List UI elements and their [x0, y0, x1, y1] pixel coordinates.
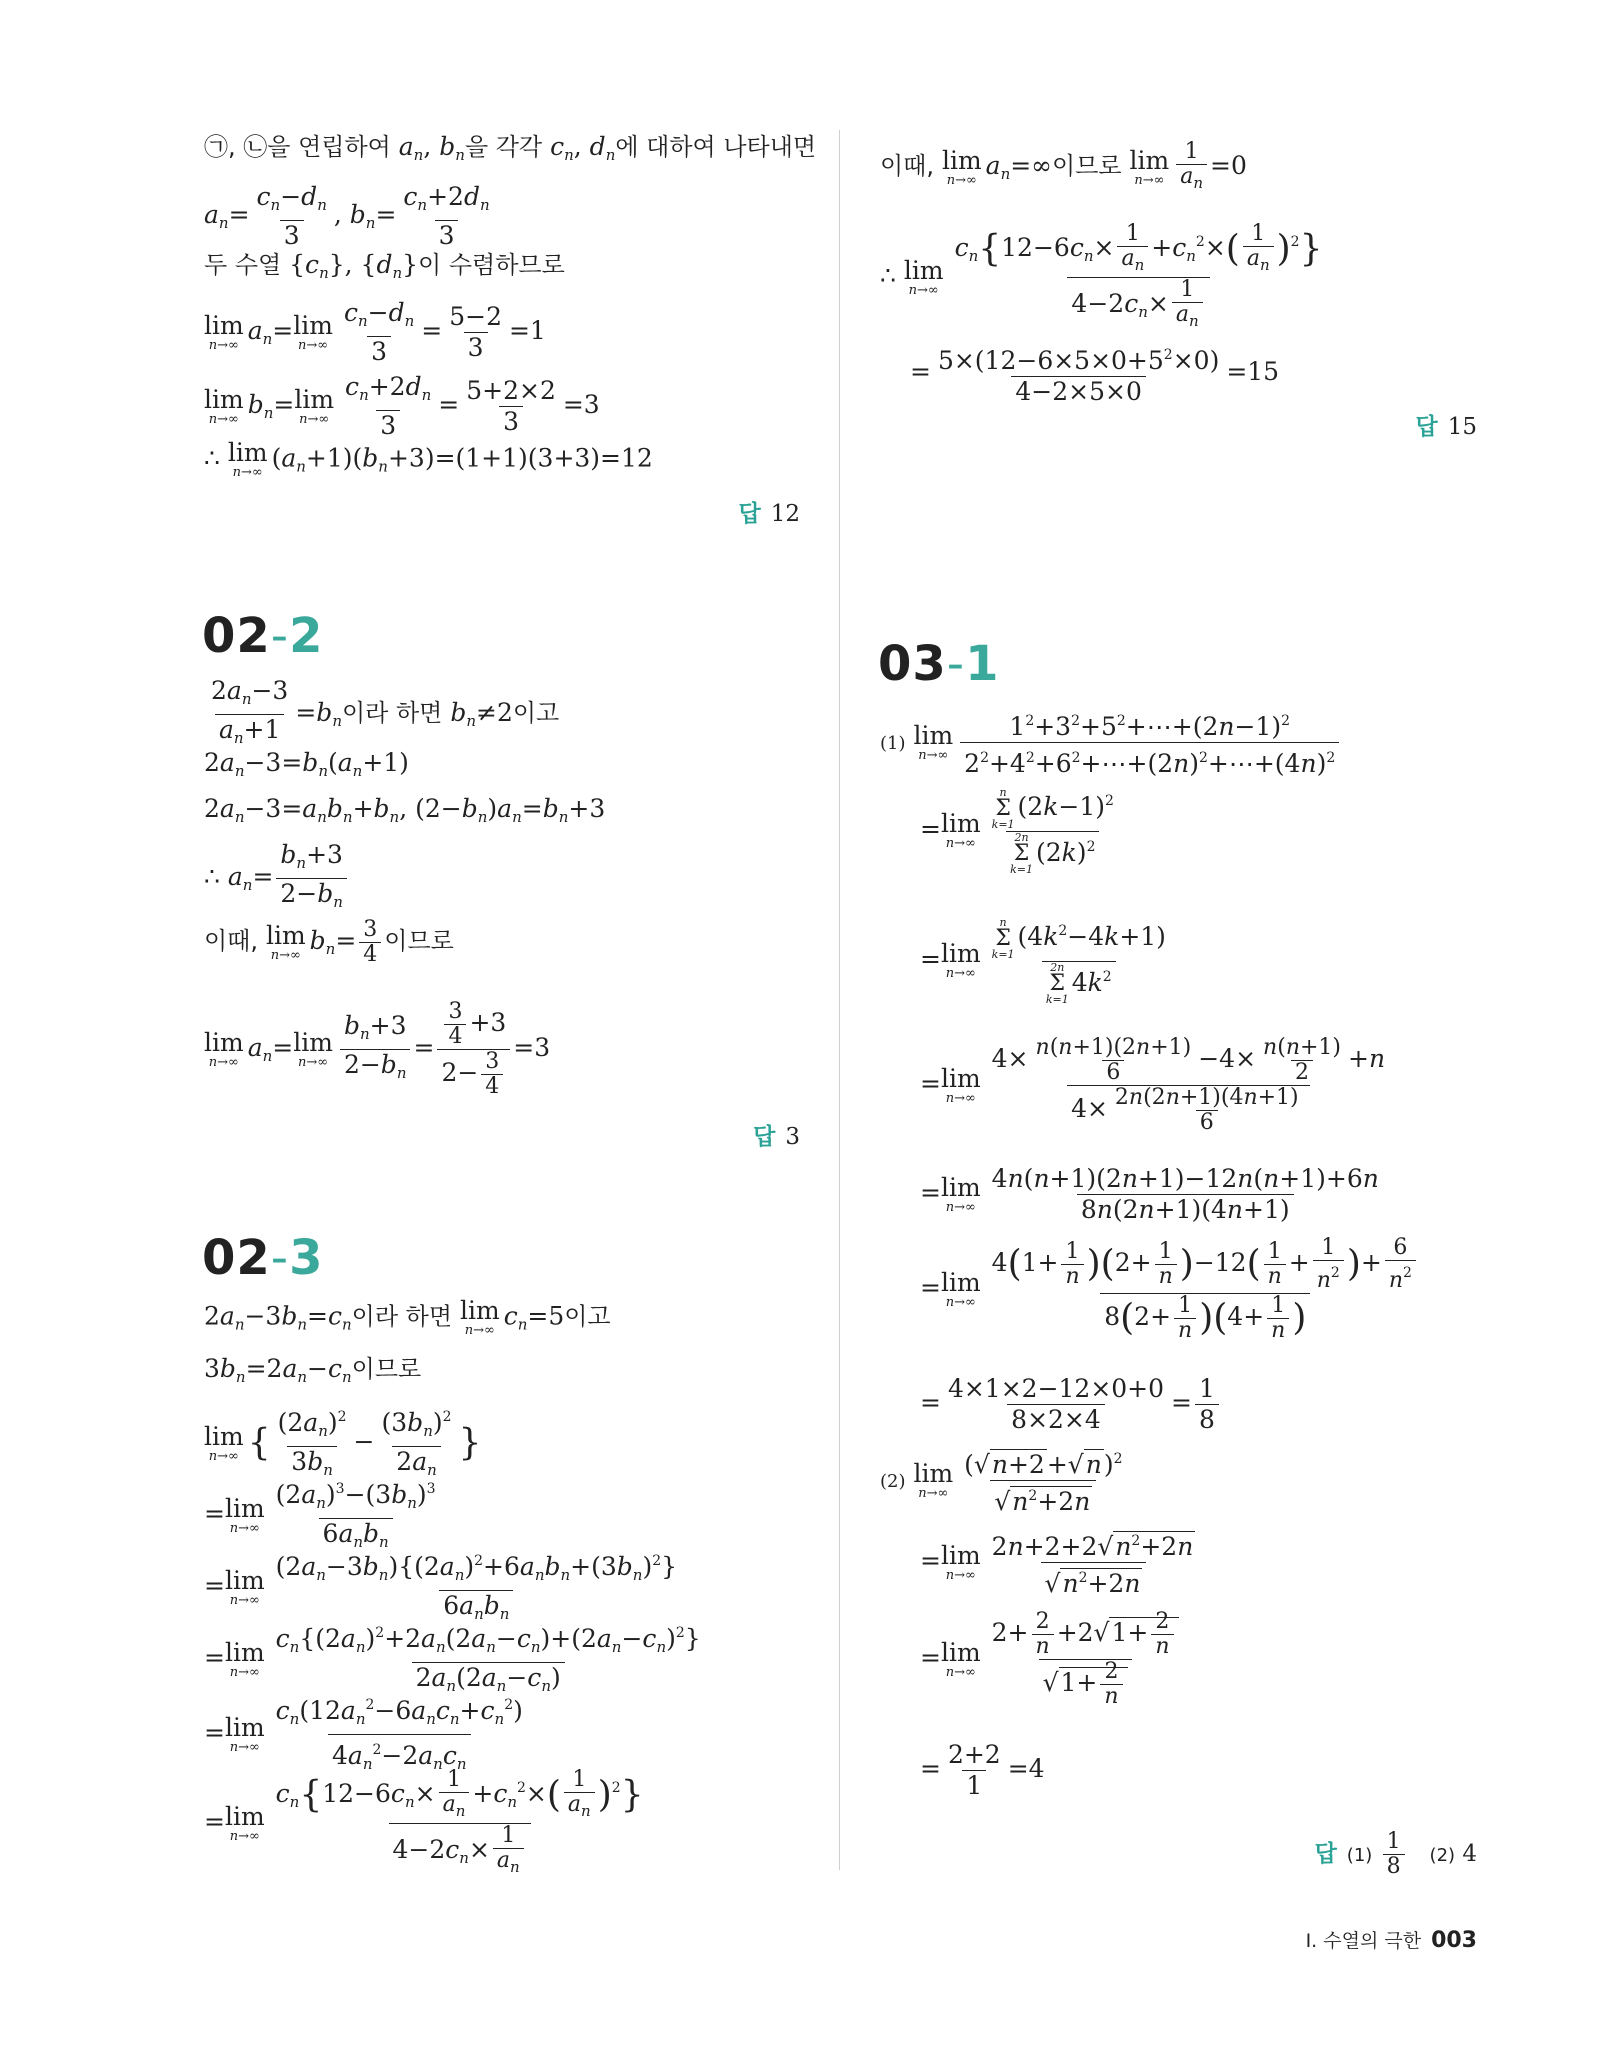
text-line: 두 수열 $\{c_n\}$, $\{d_n\}$이 수렴하므로 [204, 250, 565, 282]
equation: lim n→∞ $a_n=$ lim n→∞ $\frac{c_n-d_n}{3}$ = $\frac{5-2}{3}$ =1 [204, 298, 546, 366]
equation: = lim n→∞ $(2a_n)^3-(3b_n)^3$ $6a_nb_n$ [204, 1474, 443, 1557]
answer-3: 답 3 [753, 1124, 800, 1150]
equation: lim n→∞ $b_n=$ lim n→∞ $\frac{c_n+2d_n}{3}$ = $\frac{5+2\times 2}{3}$ =3 [204, 372, 600, 440]
column-divider [839, 130, 840, 1870]
equation: = lim n→∞ $\frac{2n+2+2√n^2+2n}{√n^2+2n}$ [920, 1532, 1194, 1598]
equation: $3b_n=2a_n-c_n$이므로 [204, 1354, 422, 1386]
equation: = lim n→∞ $c_n(12a_n^2-6a_nc_n+c_n^2)$ $4a_n^2-2a_nc_n$ [204, 1690, 530, 1779]
chapter-label: Ⅰ. 수열의 극한 [1305, 1930, 1422, 1952]
answer-03-1: 답 (1) $\frac{1}{8}$ (2) 4 [1314, 1829, 1477, 1879]
equation: = $\frac{4\times 1\times 2-12\times 0+0}{8\times 2\times 4}$ = $\frac{1}{8}$ [920, 1374, 1222, 1435]
equation: = lim n→∞ 4× $\frac{n(n+1)(2n+1)}{6}$ −4× $\frac{n(n+1)}{2}$ +n 4× $\frac{2n(2n+1)(4n+1)}{6}$ [920, 1035, 1386, 1135]
section-title-02-2: 02-2 [202, 608, 324, 664]
equation: = $\frac{5\times(12-6\times 5\times 0+5^2\times 0)}{4-2\times 5\times 0}$ =15 [910, 346, 1280, 406]
section-title-02-3: 02-3 [202, 1230, 324, 1286]
equation: = lim n→∞ $\frac{4n(n+1)(2n+1)-12n(n+1)+6n}{8n(2n+1)(4n+1)}$ [920, 1164, 1379, 1224]
equation: $2a_n-3=b_n(a_n+1)$ [204, 748, 409, 780]
equation: lim n→∞ $a_n=$ lim n→∞ $\frac{b_n+3}{2-b_n}$ = $\frac{3}{4}$ +3 2− $\frac{3}{4}$ =3 [204, 999, 551, 1099]
equation: $\frac{2a_n-3}{a_n+1}$ $=b_n$이라 하면 $b_n\ne 2$이고 [204, 676, 559, 753]
equation: 이때, lim n→∞ $b_n=$ $\frac{3}{4}$ 이므로 [204, 917, 454, 967]
equation: $2a_n-3b_n=c_n$이라 하면 lim n→∞ $c_n=5$이고 [204, 1296, 611, 1338]
equation: = lim n→∞ $c_n\{12-6c_n\times$ $\frac{1}{a_n}$ $+c_n^2\times$( $\frac{1}{a_n}$ )$^2$} $4-2c_n\times$ $\frac{1}{a_n}$ [204, 1768, 651, 1879]
page-number: 003 [1431, 1928, 1477, 1953]
equation: = $\frac{2+2}{1}$ =4 [920, 1740, 1045, 1800]
equation: = lim n→∞ $\frac{c_n\{(2a_n)^2+2a_n(2a_n-c_n)+(2a_n-c_n)^2\}}{2a_n(2a_n-c_n)}$ [204, 1618, 708, 1701]
equation: = lim n→∞ n Σ k=1 $(4k^2-4k+1)$ 2n Σ k=1 $4k^2$ [920, 915, 1166, 1006]
equation: = lim n→∞ 4(1+ $\frac{1}{n}$ )(2+ $\frac{1}{n}$ )−12( $\frac{1}{n}$ + $\frac{1}{n^2}$ )+ $\frac{6}{n^2}$ 8(2+ $\frac{1}{n}$ )(4+ $\frac{1}{n}$ ) [920, 1236, 1426, 1343]
equation: ∴ $a_n=$ $\frac{b_n+3}{2-b_n}$ [204, 840, 350, 917]
equation: ∴ lim n→∞ $(a_n+1)(b_n+3)=(1+1)(3+3)=12$ [204, 438, 653, 480]
equation: ∴ lim n→∞ $c_n\{12-6c_n\times$ $\frac{1}{a_n}$ $+c_n^2\times$( $\frac{1}{a_n}$ )$^2$} $4-2c_n\times$ $\frac{1}{a_n}$ [880, 222, 1330, 333]
text-line: ㉠, ㉡을 연립하여 $a_n$, $b_n$을 각각 $c_n$, $d_n$에 대하여 나타내면 [204, 132, 817, 164]
section-title-03-1: 03-1 [878, 636, 1000, 692]
equation: (1) lim n→∞ $\frac{1^2+3^2+5^2+\cdots+(2n-1)^2}{2^2+4^2+6^2+\cdots+(2n)^2+\cdots+(4n)^2}$ [880, 706, 1342, 779]
equation: $a_n=$ $\frac{c_n-d_n}{3}$ , $b_n=$ $\frac{c_n+2d_n}{3}$ [204, 182, 490, 250]
equation: (2) lim n→∞ $\frac{(√n+2+√n)^2}{√n^2+2n}$ [880, 1450, 1123, 1516]
page-footer [1306, 1926, 1477, 1953]
equation: = lim n→∞ 2+ $\frac{2}{n}$ +2√1+ $\frac{2}{n}$ √1+ $\frac{2}{n}$ [920, 1610, 1186, 1709]
answer-12: 답 12 [738, 501, 800, 527]
equation: = lim n→∞ $(2a_n-3b_n)\{(2a_n)^2+6a_nb_n+(3b_n)^2\}$ $6a_nb_n$ [204, 1546, 684, 1629]
equation: = lim n→∞ n Σ k=1 $(2k-1)^2$ 2n Σ k=1 $(2k)^2$ [920, 785, 1114, 876]
equation: $2a_n-3=a_nb_n+b_n$, $(2-b_n)a_n=b_n+3$ [204, 794, 606, 826]
equation: lim n→∞ { $\frac{(2a_n)^2}{3b_n}$ − $\frac{(3b_n)^2}{2a_n}$ } [204, 1402, 481, 1485]
answer-15: 답 15 [1415, 414, 1477, 440]
equation: 이때, lim n→∞ $a_n=\infty$이므로 lim n→∞ $\frac{1}{a_n}$ =0 [880, 140, 1247, 195]
